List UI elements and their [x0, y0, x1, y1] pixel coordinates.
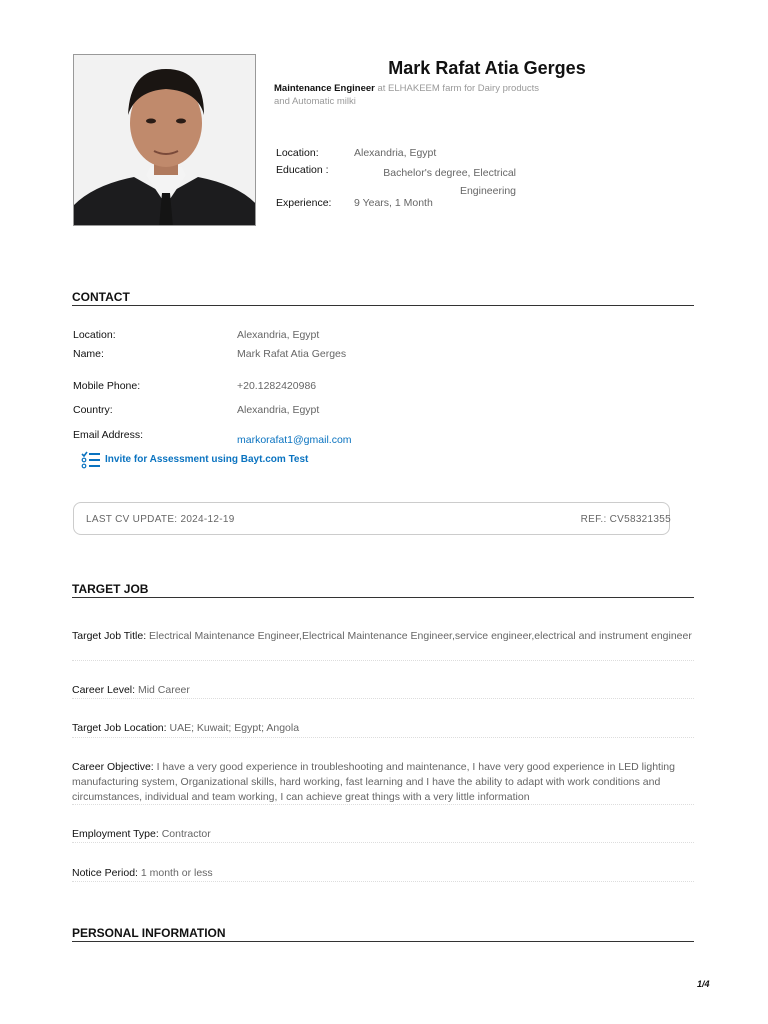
- invite-assessment-label: Invite for Assessment using Bayt.com Test: [105, 453, 309, 465]
- summary-experience-label: Experience:: [276, 197, 332, 209]
- contact-country-label: Country:: [73, 404, 113, 416]
- target-job-title-row: [72, 629, 694, 644]
- contact-divider: [72, 305, 694, 306]
- contact-section-title: CONTACT: [72, 290, 130, 304]
- contact-name-value: Mark Rafat Atia Gerges: [237, 348, 347, 360]
- personal-info-divider: [72, 941, 694, 942]
- personal-info-section-title: PERSONAL INFORMATION: [72, 926, 226, 940]
- cv-update-bar: [73, 502, 670, 535]
- headline-company: at ELHAKEEM farm for Dairy products and Automatic milki: [274, 83, 540, 107]
- contact-mobile-value: +20.1282420986: [237, 380, 317, 392]
- row-divider: [72, 842, 694, 843]
- profile-photo: [73, 54, 256, 226]
- summary-experience-value: 9 Years, 1 Month: [354, 197, 433, 209]
- contact-location-value: Alexandria, Egypt: [237, 329, 320, 341]
- target-job-section-title: TARGET JOB: [72, 582, 149, 596]
- row-divider: [72, 804, 694, 805]
- page-number: 1/4: [697, 979, 710, 989]
- field-label: Career Objective:: [72, 761, 154, 773]
- summary-education-value: Bachelor's degree, Electrical Engineering: [383, 167, 516, 197]
- field-label: Notice Period:: [72, 867, 138, 879]
- employment-type-row: [72, 827, 694, 842]
- field-label: Target Job Location:: [72, 722, 167, 734]
- career-level-row: [72, 683, 694, 698]
- checklist-icon: [81, 449, 101, 469]
- target-job-location-row: [72, 721, 694, 736]
- contact-email-link[interactable]: markorafat1@gmail.com: [237, 434, 352, 446]
- field-value: Electrical Maintenance Engineer,Electrical Maintenance Engineer,service engineer,electrical and instrument engineer: [149, 630, 692, 642]
- target-job-divider: [72, 597, 694, 598]
- summary-location-value: Alexandria, Egypt: [354, 147, 437, 159]
- cv-reference: REF.: CV58321355: [580, 514, 671, 525]
- career-objective-row: [72, 760, 694, 805]
- last-cv-update: LAST CV UPDATE: 2024-12-19: [86, 514, 235, 525]
- candidate-name: Mark Rafat Atia Gerges: [388, 58, 586, 78]
- row-divider: [72, 881, 694, 882]
- contact-mobile-label: Mobile Phone:: [73, 380, 141, 392]
- field-label: Employment Type:: [72, 828, 159, 840]
- field-label: Career Level:: [72, 684, 136, 696]
- invite-assessment-link[interactable]: [81, 449, 308, 469]
- summary-location-label: Location:: [276, 147, 319, 159]
- notice-period-row: [72, 866, 694, 881]
- field-value: I have a very good experience in troubleshooting and maintenance, I have very good experience in LED lighting manufacturing system, Organizational skills, hard working, fast learning and I have the ability to adapt with work conditions and circumstances, individual and team working, I can achieve great things with a very little information: [72, 761, 675, 803]
- field-label: Target Job Title:: [72, 630, 147, 642]
- row-divider: [72, 660, 694, 661]
- field-value: Contractor: [161, 828, 211, 840]
- summary-education-label: Education :: [276, 164, 329, 176]
- field-value: 1 month or less: [140, 867, 213, 879]
- headline-title: Maintenance Engineer: [274, 83, 375, 94]
- field-value: UAE; Kuwait; Egypt; Angola: [169, 722, 300, 734]
- row-divider: [72, 737, 694, 738]
- contact-country-value: Alexandria, Egypt: [237, 404, 320, 416]
- contact-email-label: Email Address:: [73, 429, 144, 441]
- field-value: Mid Career: [137, 684, 190, 696]
- contact-name-label: Name:: [73, 348, 104, 360]
- row-divider: [72, 698, 694, 699]
- headline: [274, 82, 544, 108]
- person-portrait: [74, 55, 256, 226]
- contact-location-label: Location:: [73, 329, 116, 341]
